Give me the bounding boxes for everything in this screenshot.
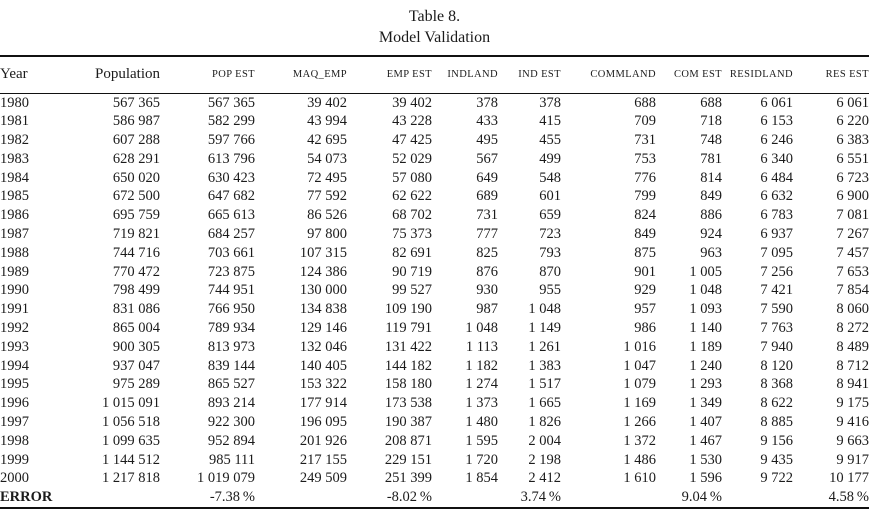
cell-pop_est: 922 300 — [207, 414, 255, 431]
table-row — [0, 281, 869, 300]
cell-com_est: 688 — [700, 94, 722, 111]
cell-year: 1991 — [0, 301, 29, 318]
cell-pop_est: 1 019 079 — [197, 470, 255, 487]
cell-res_est: 7 653 — [836, 263, 869, 280]
cell-population: 1 056 518 — [102, 414, 160, 431]
cell-res_est: 6 220 — [836, 113, 869, 130]
cell-ind_est: 548 — [539, 169, 561, 186]
cell-indland: 930 — [476, 282, 498, 299]
column-header-population: Population — [60, 56, 160, 93]
cell-pop_est: 789 934 — [207, 320, 255, 337]
cell-residland: 6 153 — [760, 113, 793, 130]
cell-population: 865 004 — [112, 320, 160, 337]
cell-pop_est: 613 796 — [207, 150, 255, 167]
cell-population: 607 288 — [112, 132, 160, 149]
cell-emp_est: 208 871 — [384, 432, 432, 449]
cell-commland: 875 — [634, 244, 656, 261]
cell-maq_emp: 177 914 — [299, 395, 347, 412]
cell-ind_est: 723 — [539, 226, 561, 243]
cell-year: 1993 — [0, 338, 29, 355]
table-row — [0, 93, 869, 112]
cell-residland: 6 632 — [760, 188, 793, 205]
cell-population: 695 759 — [112, 207, 160, 224]
table-row — [0, 263, 869, 282]
cell-res_est: 6 061 — [836, 94, 869, 111]
cell-pop_est: 723 875 — [207, 263, 255, 280]
cell-ind_est: 1 261 — [528, 338, 561, 355]
cell-maq_emp: 153 322 — [299, 376, 347, 393]
cell-commland: 1 486 — [623, 451, 656, 468]
cell-commland: 1 610 — [623, 470, 656, 487]
cell-residland: 8 622 — [760, 395, 793, 412]
cell-population: 567 365 — [112, 94, 160, 111]
cell-emp_est: 119 791 — [385, 320, 432, 337]
cell-residland: 7 256 — [760, 263, 793, 280]
cell-pop_est: 952 894 — [207, 432, 255, 449]
cell-pop_est: 665 613 — [207, 207, 255, 224]
cell-residland: 9 722 — [760, 470, 793, 487]
cell-population: 744 716 — [112, 244, 160, 261]
cell-emp_est: 39 402 — [392, 94, 432, 111]
cell-residland: 6 484 — [760, 169, 793, 186]
table-row — [0, 112, 869, 131]
cell-maq_emp: 39 402 — [307, 94, 347, 111]
cell-res_est: 9 663 — [836, 432, 869, 449]
cell-pop_est: 839 144 — [207, 357, 255, 374]
cell-maq_emp: 130 000 — [299, 282, 347, 299]
cell-pop_est: -7.38 % — [209, 489, 255, 506]
cell-com_est: 1 140 — [689, 320, 722, 337]
cell-res_est: 8 060 — [836, 301, 869, 318]
cell-maq_emp: 77 592 — [307, 188, 347, 205]
cell-year: 1984 — [0, 169, 29, 186]
cell-emp_est: 109 190 — [384, 301, 432, 318]
cell-com_est: 849 — [700, 188, 722, 205]
table-row — [0, 244, 869, 263]
cell-residland — [722, 488, 793, 508]
cell-residland: 7 095 — [760, 244, 793, 261]
cell-pop_est: 766 950 — [207, 301, 255, 318]
table-row — [0, 150, 869, 169]
cell-pop_est: 893 214 — [207, 395, 255, 412]
cell-residland: 9 435 — [760, 451, 793, 468]
cell-maq_emp — [255, 488, 347, 508]
cell-ind_est: 499 — [539, 150, 561, 167]
cell-maq_emp: 107 315 — [299, 244, 347, 261]
cell-year: 1996 — [0, 395, 29, 412]
cell-com_est: 1 407 — [689, 414, 722, 431]
cell-com_est: 1 596 — [689, 470, 722, 487]
cell-commland: 1 372 — [623, 432, 656, 449]
cell-commland: 824 — [634, 207, 656, 224]
table-row — [0, 131, 869, 150]
cell-com_est: 1 189 — [689, 338, 722, 355]
cell-indland: 1 048 — [465, 320, 498, 337]
cell-indland: 1 720 — [465, 451, 498, 468]
cell-emp_est: 68 702 — [392, 207, 432, 224]
cell-population: 937 047 — [112, 357, 160, 374]
column-header-residland: RESIDLAND — [722, 56, 793, 93]
cell-commland: 1 016 — [623, 338, 656, 355]
cell-maq_emp: 86 526 — [307, 207, 347, 224]
cell-pop_est: 567 365 — [207, 94, 255, 111]
cell-ind_est: 1 665 — [528, 395, 561, 412]
cell-year: 1990 — [0, 282, 29, 299]
cell-commland: 1 079 — [623, 376, 656, 393]
cell-population: 586 987 — [112, 113, 160, 130]
table-header — [0, 56, 869, 93]
table-row — [0, 432, 869, 451]
table-row — [0, 413, 869, 432]
cell-year: 1988 — [0, 244, 29, 261]
cell-ind_est: 1 517 — [528, 376, 561, 393]
cell-indland: 731 — [476, 207, 498, 224]
cell-year: 1998 — [0, 432, 29, 449]
cell-res_est: 6 723 — [836, 169, 869, 186]
cell-com_est: 718 — [700, 113, 722, 130]
table-title-number: Table 8. — [408, 8, 461, 25]
cell-pop_est: 630 423 — [207, 169, 255, 186]
cell-res_est: 10 177 — [829, 470, 869, 487]
cell-ind_est: 2 004 — [528, 432, 561, 449]
cell-emp_est: -8.02 % — [386, 489, 432, 506]
cell-pop_est: 703 661 — [207, 244, 255, 261]
cell-com_est: 1 293 — [689, 376, 722, 393]
cell-residland: 7 590 — [760, 301, 793, 318]
cell-com_est: 1 005 — [689, 263, 722, 280]
cell-maq_emp: 217 155 — [299, 451, 347, 468]
cell-ind_est: 1 826 — [528, 414, 561, 431]
cell-indland: 987 — [476, 301, 498, 318]
cell-commland: 799 — [634, 188, 656, 205]
cell-commland: 776 — [634, 169, 656, 186]
cell-population: 1 099 635 — [102, 432, 160, 449]
table-row — [0, 357, 869, 376]
cell-year: 1983 — [0, 150, 29, 167]
cell-population: 975 289 — [112, 376, 160, 393]
cell-emp_est: 82 691 — [392, 244, 432, 261]
cell-residland: 6 340 — [760, 150, 793, 167]
cell-ind_est: 955 — [539, 282, 561, 299]
cell-res_est: 9 175 — [836, 395, 869, 412]
table-header-row — [0, 56, 869, 93]
table-row — [0, 187, 869, 206]
cell-pop_est: 985 111 — [208, 451, 255, 468]
cell-com_est: 1 467 — [689, 432, 722, 449]
cell-maq_emp: 201 926 — [299, 432, 347, 449]
cell-maq_emp: 54 073 — [307, 150, 347, 167]
cell-maq_emp: 72 495 — [307, 169, 347, 186]
cell-year: 1992 — [0, 320, 29, 337]
cell-com_est: 1 048 — [689, 282, 722, 299]
cell-pop_est: 597 766 — [207, 132, 255, 149]
cell-year: 1982 — [0, 132, 29, 149]
cell-com_est: 924 — [700, 226, 722, 243]
column-header-ind_est: IND EST — [498, 56, 561, 93]
cell-residland: 7 940 — [760, 338, 793, 355]
cell-emp_est: 99 527 — [392, 282, 432, 299]
table-row — [0, 469, 869, 488]
cell-residland: 8 885 — [760, 414, 793, 431]
cell-pop_est: 582 299 — [207, 113, 255, 130]
cell-ind_est: 3.74 % — [520, 489, 561, 506]
cell-emp_est: 47 425 — [392, 132, 432, 149]
cell-population: 672 500 — [112, 188, 160, 205]
cell-indland: 567 — [476, 150, 498, 167]
cell-emp_est: 90 719 — [392, 263, 432, 280]
cell-year: 1999 — [0, 451, 29, 468]
cell-commland: 731 — [634, 132, 656, 149]
cell-population: 770 472 — [112, 263, 160, 280]
cell-com_est: 814 — [700, 169, 722, 186]
cell-com_est: 963 — [700, 244, 722, 261]
cell-indland: 1 113 — [465, 338, 498, 355]
cell-res_est: 9 917 — [836, 451, 869, 468]
table-row — [0, 319, 869, 338]
cell-indland: 1 595 — [465, 432, 498, 449]
cell-pop_est: 647 682 — [207, 188, 255, 205]
cell-indland: 876 — [476, 263, 498, 280]
cell-year: ERROR — [0, 489, 53, 506]
cell-pop_est: 813 973 — [207, 338, 255, 355]
cell-population: 798 499 — [112, 282, 160, 299]
cell-pop_est: 684 257 — [207, 226, 255, 243]
cell-ind_est: 1 149 — [528, 320, 561, 337]
cell-indland: 433 — [476, 113, 498, 130]
cell-com_est: 1 530 — [689, 451, 722, 468]
cell-emp_est: 173 538 — [384, 395, 432, 412]
cell-ind_est: 659 — [539, 207, 561, 224]
cell-ind_est: 1 048 — [528, 301, 561, 318]
cell-emp_est: 62 622 — [392, 188, 432, 205]
cell-maq_emp: 249 509 — [299, 470, 347, 487]
cell-ind_est: 601 — [539, 188, 561, 205]
cell-emp_est: 52 029 — [392, 150, 432, 167]
cell-population: 719 821 — [112, 226, 160, 243]
cell-indland: 825 — [476, 244, 498, 261]
cell-year: 1981 — [0, 113, 29, 130]
cell-res_est: 7 457 — [836, 244, 869, 261]
cell-commland: 709 — [634, 113, 656, 130]
cell-emp_est: 229 151 — [384, 451, 432, 468]
cell-indland — [432, 488, 498, 508]
cell-com_est: 1 349 — [689, 395, 722, 412]
cell-emp_est: 57 080 — [392, 169, 432, 186]
cell-res_est: 9 416 — [836, 414, 869, 431]
cell-residland: 6 061 — [760, 94, 793, 111]
cell-maq_emp: 129 146 — [299, 320, 347, 337]
cell-residland: 8 120 — [760, 357, 793, 374]
table-row — [0, 394, 869, 413]
cell-res_est: 7 081 — [836, 207, 869, 224]
cell-ind_est: 2 198 — [528, 451, 561, 468]
table-row — [0, 338, 869, 357]
cell-res_est: 8 941 — [836, 376, 869, 393]
cell-emp_est: 131 422 — [384, 338, 432, 355]
cell-year: 1997 — [0, 414, 29, 431]
cell-pop_est: 744 951 — [207, 282, 255, 299]
error-row — [0, 488, 869, 508]
cell-year: 1994 — [0, 357, 29, 374]
cell-residland: 6 783 — [760, 207, 793, 224]
cell-maq_emp: 124 386 — [299, 263, 347, 280]
cell-res_est: 6 383 — [836, 132, 869, 149]
cell-commland — [561, 488, 656, 508]
cell-maq_emp: 43 994 — [307, 113, 347, 130]
cell-maq_emp: 196 095 — [299, 414, 347, 431]
cell-year: 1985 — [0, 188, 29, 205]
cell-emp_est: 43 228 — [392, 113, 432, 130]
cell-maq_emp: 42 695 — [307, 132, 347, 149]
cell-com_est: 9.04 % — [681, 489, 722, 506]
table-row — [0, 169, 869, 188]
cell-population: 650 020 — [112, 169, 160, 186]
table-row — [0, 225, 869, 244]
column-header-pop_est: POP EST — [160, 56, 255, 93]
cell-year: 1980 — [0, 94, 29, 111]
cell-commland: 1 169 — [623, 395, 656, 412]
cell-ind_est: 455 — [539, 132, 561, 149]
cell-population: 1 015 091 — [102, 395, 160, 412]
cell-emp_est: 144 182 — [384, 357, 432, 374]
cell-indland: 1 854 — [465, 470, 498, 487]
cell-indland: 1 182 — [465, 357, 498, 374]
cell-maq_emp: 132 046 — [299, 338, 347, 355]
cell-commland: 849 — [634, 226, 656, 243]
cell-commland: 901 — [634, 263, 656, 280]
cell-res_est: 8 272 — [836, 320, 869, 337]
cell-emp_est: 75 373 — [392, 226, 432, 243]
cell-com_est: 781 — [700, 150, 722, 167]
cell-ind_est: 1 383 — [528, 357, 561, 374]
table-title — [0, 0, 869, 48]
column-header-res_est: RES EST — [793, 56, 869, 93]
cell-indland: 777 — [476, 226, 498, 243]
cell-maq_emp: 140 405 — [299, 357, 347, 374]
cell-year: 1989 — [0, 263, 29, 280]
table-body — [0, 93, 869, 508]
cell-res_est: 8 712 — [836, 357, 869, 374]
cell-indland: 1 373 — [465, 395, 498, 412]
cell-res_est: 6 551 — [836, 150, 869, 167]
table-row — [0, 206, 869, 225]
cell-year: 2000 — [0, 470, 29, 487]
cell-residland: 6 246 — [760, 132, 793, 149]
cell-population: 628 291 — [112, 150, 160, 167]
cell-year: 1986 — [0, 207, 29, 224]
cell-indland: 689 — [476, 188, 498, 205]
cell-residland: 9 156 — [760, 432, 793, 449]
cell-maq_emp: 134 838 — [299, 301, 347, 318]
cell-res_est: 6 900 — [836, 188, 869, 205]
cell-ind_est: 415 — [539, 113, 561, 130]
cell-commland: 986 — [634, 320, 656, 337]
column-header-commland: COMMLAND — [561, 56, 656, 93]
cell-ind_est: 378 — [539, 94, 561, 111]
cell-pop_est: 865 527 — [207, 376, 255, 393]
table-title-caption: Model Validation — [378, 29, 491, 46]
cell-emp_est: 158 180 — [384, 376, 432, 393]
cell-year: 1987 — [0, 226, 29, 243]
cell-com_est: 748 — [700, 132, 722, 149]
cell-res_est: 7 854 — [836, 282, 869, 299]
model-validation-table — [0, 55, 869, 509]
cell-year: 1995 — [0, 376, 29, 393]
cell-commland: 929 — [634, 282, 656, 299]
table-row — [0, 375, 869, 394]
cell-com_est: 1 240 — [689, 357, 722, 374]
cell-emp_est: 190 387 — [384, 414, 432, 431]
cell-com_est: 886 — [700, 207, 722, 224]
cell-population — [60, 488, 160, 508]
cell-commland: 1 266 — [623, 414, 656, 431]
cell-indland: 495 — [476, 132, 498, 149]
column-header-emp_est: EMP EST — [347, 56, 432, 93]
column-header-indland: INDLAND — [432, 56, 498, 93]
column-header-com_est: COM EST — [656, 56, 722, 93]
cell-res_est: 4.58 % — [828, 489, 869, 506]
cell-indland: 1 274 — [465, 376, 498, 393]
cell-residland: 6 937 — [760, 226, 793, 243]
cell-commland: 957 — [634, 301, 656, 318]
cell-com_est: 1 093 — [689, 301, 722, 318]
cell-maq_emp: 97 800 — [307, 226, 347, 243]
cell-population: 831 086 — [112, 301, 160, 318]
cell-population: 1 217 818 — [102, 470, 160, 487]
cell-population: 900 305 — [112, 338, 160, 355]
cell-residland: 7 421 — [760, 282, 793, 299]
cell-population: 1 144 512 — [102, 451, 160, 468]
cell-commland: 1 047 — [623, 357, 656, 374]
cell-emp_est: 251 399 — [384, 470, 432, 487]
cell-res_est: 8 489 — [836, 338, 869, 355]
column-header-year: Year — [0, 56, 60, 93]
cell-ind_est: 2 412 — [528, 470, 561, 487]
cell-residland: 7 763 — [760, 320, 793, 337]
table-row — [0, 451, 869, 470]
cell-indland: 649 — [476, 169, 498, 186]
column-header-maq_emp: MAQ_EMP — [255, 56, 347, 93]
cell-res_est: 7 267 — [836, 226, 869, 243]
cell-residland: 8 368 — [760, 376, 793, 393]
cell-ind_est: 870 — [539, 263, 561, 280]
cell-indland: 378 — [476, 94, 498, 111]
cell-commland: 688 — [634, 94, 656, 111]
cell-commland: 753 — [634, 150, 656, 167]
table-row — [0, 300, 869, 319]
cell-ind_est: 793 — [539, 244, 561, 261]
cell-indland: 1 480 — [465, 414, 498, 431]
